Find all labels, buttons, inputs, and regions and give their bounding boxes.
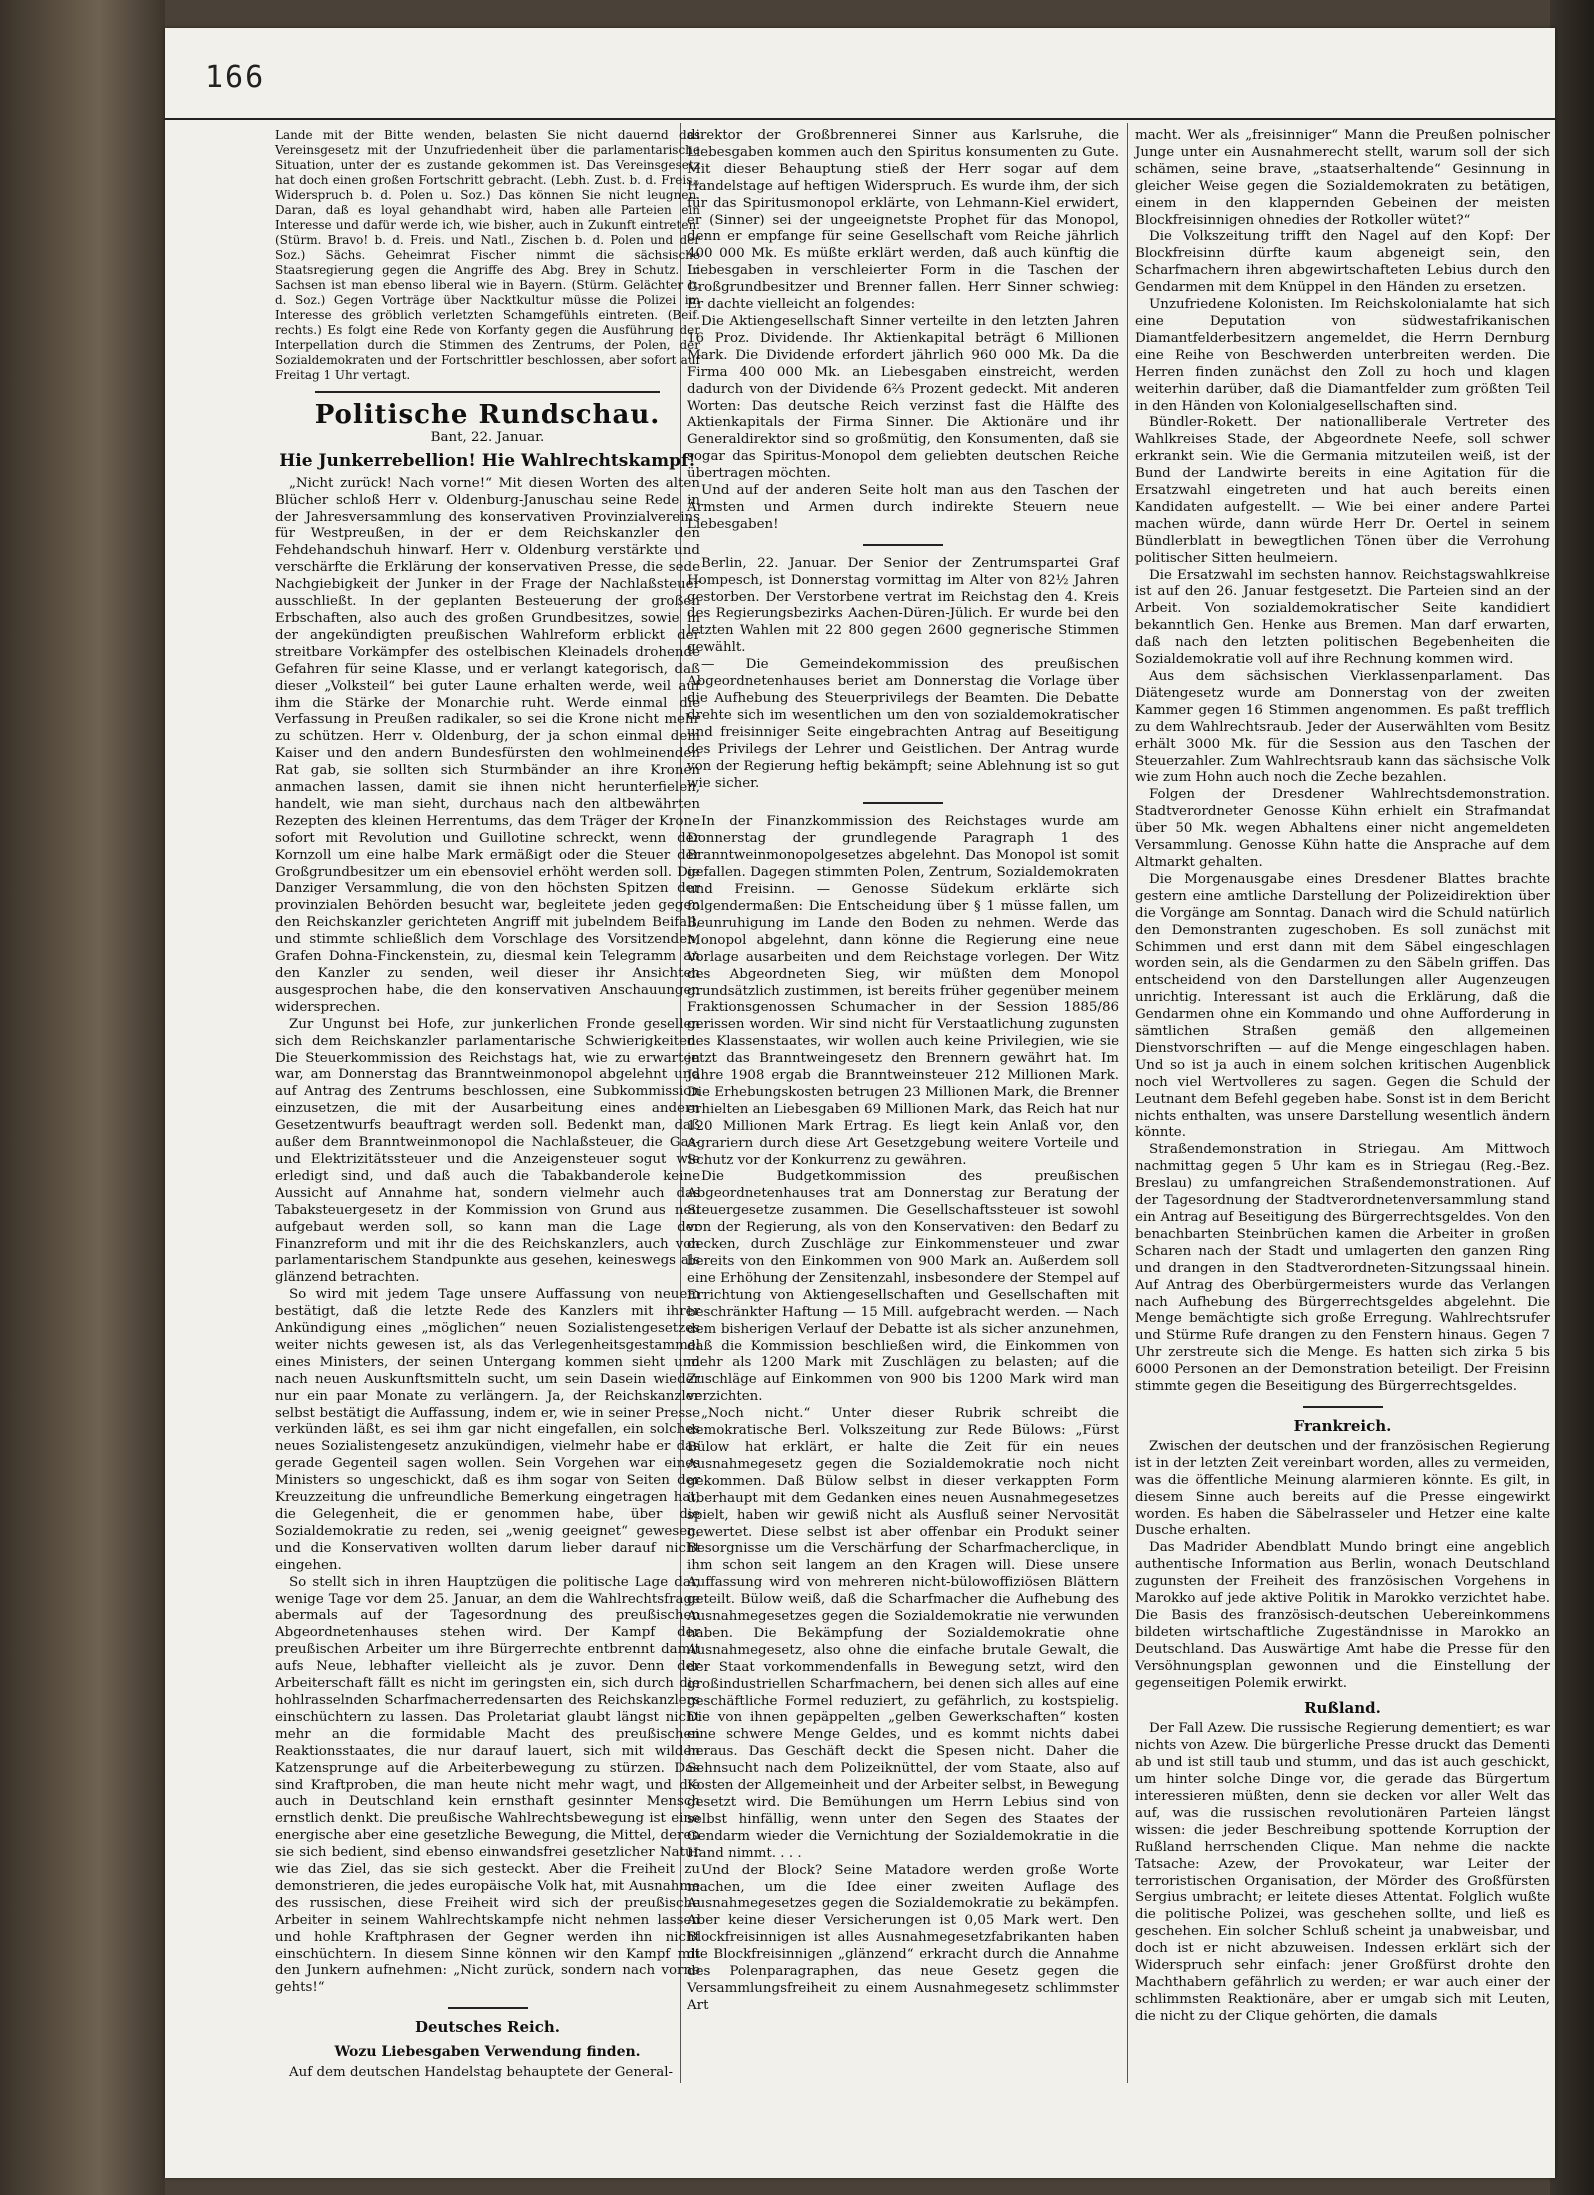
book-binding — [0, 0, 165, 2195]
column-1 — [275, 128, 700, 2082]
paragraph: Die Morgenausgabe eines Dresdener Blattes brachte gestern eine amtliche Darstellung der Polizeidirektion über die Vorgänge am Sonntag. Danach wird die Schuld natürlich den Demonstranten zugeschoben. Es soll zunächst mit Schimmen und erst dann mit dem Säbel eingeschlagen worden sein, als die Gendarmen zu den Säbeln griffen. Das entscheidend von den Darstellungen aller Augenzeugen unrichtig. Interessant ist auch die Erklärung, daß die Gendarmen ohne ein Kommando und ohne Aufforderung in sämtlichen Straßen gemäß den allgemeinen Dienstvorschriften — auf die Menge eingeschlagen haben. Und so ist ja auch in einem solchen kritischen Augenblick noch viel Wertvolleres zu sagen. Gegen die Schuld der Leutnant dem Befehl gegeben habe. Sonst ist in dem Bericht nichts enthalten, was unsere Darstellung wesentlich ändern könnte. — [1135, 871, 1550, 1141]
paragraph: Die Aktiengesellschaft Sinner verteilte in den letzten Jahren 16 Proz. Dividende. Ihr Aktienkapital beträgt 6 Millionen Mark. Die Dividende erfordert jährlich 960 000 Mk. Da die Firma 400 000 Mk. an Liebesgaben einstreicht, werden dadurch von der Dividende 6⅔ Prozent gedeckt. Mit anderen Worten: Das deutsche Reich verzinst fast die Hälfte des Aktienkapitals der Firma Sinner. Die Aktionäre und ihr Generaldirektor sind so großmütig, den Konsumenten, daß sie sogar das Spiritus-Monopol dem geliebten deutschen Reiche übertragen möchten. — [687, 313, 1119, 482]
column-2 — [687, 128, 1119, 2015]
paragraph: Unzufriedene Kolonisten. Im Reichskolonialamte hat sich eine Deputation von südwestafrikanischen Diamantfelderbesitzern angemeldet, die Herrn Dernburg eine Reihe von Beschwerden unterbreiten werden. Die Herren finden zunächst den Zoll zu hoch und klagen weiterhin darüber, daß die Diamantfelder zum größten Teil in den Händen von Kolonialgesellschaften sind. — [1135, 297, 1550, 414]
paragraph: Die Ersatzwahl im sechsten hannov. Reichstagswahlkreise ist auf den 26. Januar festgesetzt. Die Parteien sind an der Arbeit. Von sozialdemokratischer Seite kandidiert bekanntlich Gen. Henke aus Bremen. Man darf erwarten, daß nach den letzten politischen Begebenheiten die Sozialdemokratie voll auf ihre Rechnung kommen wird. — [1135, 567, 1550, 668]
paragraph: So stellt sich in ihren Hauptzügen die politische Lage dar, wenige Tage vor dem 25. Januar, an dem die Wahlrechtsfrage abermals auf der Tagesordnung des preußischen Abgeordnetenhauses stehen wird. Der Kampf der preußischen Arbeiter um ihre Bürgerrechte entbrennt damit aufs Neue, lebhafter vielleicht als je zuvor. Denn der Arbeiterschaft fällt es nicht im geringsten ein, sich durch die hohlrasselnden Scharfmacherredensarten des Reichskanzlers einschüchtern zu lassen. Das Proletariat glaubt längst nicht mehr an die formidable Macht des preußischen Reaktionsstaates, die nur darauf lauert, sich mit wilden Katzensprunge auf die Arbeiterbewegung zu stürzen. Das sind Kraftproben, die man heute nicht mehr wagt, und die auch in Deutschland kein ernsthaft gesinnter Mensch ernstlich denkt. Die preußische Wahlrechtsbewegung ist eine energische aber eine gesetzliche Bewegung, die Mittel, deren sie sich bedient, sind ebenso einwandsfrei gesetzlicher Natur wie das Ziel, das sie sich gesteckt. Aber die Freiheit zu demonstrieren, die jedes europäische Volk hat, mit Ausnahme des russischen, diese Freiheit wird sich der preußische Arbeiter in seinem Wahlrechtskampfe nicht nehmen lassen und hohle Kraftphrasen der Gegner werden ihn nicht einschüchtern. In diesem Sinne können wir den Kampf mit den Junkern aufnehmen: „Nicht zurück, sondern nach vorne gehts!“ — [275, 1574, 700, 1996]
separator — [863, 544, 943, 546]
paragraph: In der Finanzkommission des Reichstages wurde am Donnerstag der grundlegende Paragraph 1 des Branntweinmonopolgesetzes abgelehnt. Das Monopol ist somit gefallen. Dagegen stimmten Polen, Zentrum, Sozialdemokraten und Freisinn. — Genosse Südekum erklärte sich folgendermaßen: Die Entscheidung über § 1 müsse fallen, um Beunruhigung im Lande den Boden zu nehmen. Werde das Monopol abgelehnt, dann könne die Regierung eine neue Vorlage ausarbeiten und dem Reichstage vorlegen. Der Witz des Abgeordneten Sieg, wir müßten dem Monopol grundsätzlich zustimmen, ist bereits früher gegenüber meinem Fraktionsgenossen Schumacher in der Session 1885/86 gerissen worden. Wir sind nicht für Verstaatlichung zugunsten des Klassenstaates, wir wollen auch keine Privilegien, wie sie jetzt das Branntweingesetz den Brennern gewährt hat. Im Jahre 1908 ergab die Branntweinsteuer 212 Millionen Mark. Die Erhebungskosten betrugen 23 Millionen Mark, die Brenner erhielten an Liebesgaben 69 Millionen Mark, das Reich hat nur 120 Millionen Mark Ertrag. Es liegt kein Anlaß vor, den Agrariern durch diese Art Gesetzgebung weitere Vorteile und Schutz vor der Konkurrenz zu gewähren. — [687, 814, 1119, 1168]
section-heading: Rußland. — [1304, 1699, 1381, 1718]
separator — [1303, 1406, 1383, 1408]
section-heading: Deutsches Reich. — [414, 2018, 561, 2037]
paragraph: „Nicht zurück! Nach vorne!“ Mit diesen Worten des alten Blücher schloß Herr v. Oldenburg-Januschau seine Rede in der Jahresversammlung des konservativen Provinzialvereins für Westpreußen, in der er dem Reichskanzler den Fehdehandschuh hinwarf. Herr v. Oldenburg verstärkte und verschärfte die Erklärung der konservativen Presse, die sede Nachgiebigkeit der Junker in der Frage der Nachlaßsteuer ausschließt. In der geplanten Besteuerung der großen Erbschaften, also auch des großen Grundbesitzes, sowie in der angekündigten preußischen Wahlreform erblickt der streitbare Vorkämpfer des ostelbischen Kleinadels drohende Gefahren für seine Klasse, und er verlangt kategorisch, daß dieser „Volksteil“ bei guter Laune erhalten werde, weil auf ihm die Stärke der Monarchie ruht. Werde einmal die Verfassung in Preußen radikaler, so sei die Krone nicht mehr zu schützen. Herr v. Oldenburg, der ja schon einmal dem Kaiser und den andern Bundesfürsten den wohlmeinenden Rat gab, sie sollten sich Sturmbänder an ihre Kronen anmachen lassen, damit sie ihnen nicht herunterfielen, handelt, wie man sieht, durchaus nach den altbewährten Rezepten des kleinen Herrentums, das dem Träger der Krone sofort mit Revolution und Guillotine schreckt, wenn der Kornzoll um eine halbe Mark ermäßigt oder die Steuer der Großgrundbesitzer um ein ebensoviel erhöht werden soll. Die Danziger Versammlung, die von den höchsten Spitzen der provinzialen Behörden besucht war, begleitete jeden gegen den Reichskanzler gerichteten Angriff mit jubelndem Beifall, und stimmte schließlich dem Vorschlage des Vorsitzenden, Grafen Dohna-Finckenstein, zu, diesmal kein Telegramm an den Kanzler zu senden, weil dieser ihr Ansichten ausgesprochen habe, die den konservativen Anschauungen widersprechen. — [275, 475, 700, 1015]
section-heading: Frankreich. — [1293, 1416, 1392, 1435]
paragraph: Der Fall Azew. Die russische Regierung dementiert; es war nichts von Azew. Die bürgerliche Presse druckt das Dementi ab und ist still taub und stumm, und das ist auch geschickt, um hinter solche Dinge vor, die gerade das Bürgertum interessieren müßten, denn sie decken vor aller Welt das auf, was die russischen revolutionären Parteien längst wissen: die jeder Beschreibung spottende Korruption der Rußland herrschenden Clique. Man nehme die nackte Tatsache: Azew, der Provokateur, war Leiter der terroristischen Organisation, der Mörder des Großfürsten Sergius umbracht; er leitete dieses Attentat. Folglich wußte die politische Polizei, was geschehen sollte, und ließ es geschehen. Ein solcher Schluß scheint ja unabweisbar, und doch ist er nicht abzuweisen. Indessen erklärt sich der Widerspruch sehr einfach: jener Großfürst drohte den Machthabern gefährlich zu werden; er war auch einer der schlimmsten Reaktionäre, aber er umgab sich mit Leuten, die nicht zu der Clique gehörten, die damals — [1135, 1721, 1551, 2024]
separator — [863, 802, 943, 804]
intro-text: Lande mit der Bitte wenden, belasten Sie nicht dauernd das Vereinsgesetz mit der Unzufriedenheit über die parlamentarische Situation, unter der es zustande gekommen ist. Das Vereinsgesetz hat doch einen großen Fortschritt gebracht. (Lebh. Zust. b. d. Freis., Widerspruch b. d. Polen u. Soz.) Das können Sie nicht leugnen. Daran, daß es loyal gehandhabt wird, haben alle Parteien ein Interesse und dafür werde ich, wie bisher, auch in Zukunft eintreten. (Stürm. Bravo! b. d. Freis. und Natl., Zischen b. d. Polen und der Soz.) Sächs. Geheimrat Fischer nimmt die sächsische Staatsregierung gegen die Angriffe des Abg. Brey in Schutz. In Sachsen ist man ebenso liberal wie in Bayern. (Stürm. Gelächter b. d. Soz.) Gegen Vorträge über Nacktkultur müsse die Polizei im Interesse des gröblich verletzten Schamgefühls eintreten. (Beif. rechts.) Es folgt eine Rede von Korfanty gegen die Ausführung der Interpellation durch die Stimmen des Zentrums, der Polen, der Sozialdemokraten und der Fortschrittler beschlossen, aber sofort auf Freitag 1 Uhr vertagt. — [275, 128, 700, 382]
paragraph: Straßendemonstration in Striegau. Am Mittwoch nachmittag gegen 5 Uhr kam es in Striegau (Reg.-Bez. Breslau) zu umfangreichen Straßendemonstrationen. Auf der Tagesordnung der Stadtverordnetenversammlung stand ein Antrag auf Beseitigung des Bürgerrechtsgeldes. Von den benachbarten Steinbrüchen kamen die Arbeiter in großen Scharen nach der Stadt und umlagerten den ganzen Ring und drangen in den Stadtverordneten-Sitzungssaal hinein. Auf Antrag des Oberbürgermeisters wurde das Verlangen nach Aufhebung des Bürgerrechtsgeldes abgelehnt. Die Menge bemächtigte sich große Erregung. Wahlrechtsrufer und Stürme Rufe drangen zu den Fenstern hinaus. Gegen 7 Uhr zerstreute sich die Menge. Es hatten sich zirka 5 bis 6000 Personen an der Demonstration beteiligt. Der Freisinn stimmte gegen die Beseitigung des Bürgerrechtsgeldes. — [1135, 1142, 1550, 1395]
paragraph: Zur Ungunst bei Hofe, zur junkerlichen Fronde gesellen sich dem Reichskanzler parlamentarische Schwierigkeiten. Die Steuerkommission des Reichstags hat, wie zu erwarten war, am Donnerstag das Branntweinmonopol abgelehnt und auf Antrag des Zentrums beschlossen, eine Subkommission einzusetzen, die mit der Ausarbeitung eines andern Gesetzentwurfs beauftragt werden soll. Bedenkt man, daß außer dem Branntweinmonopol die Nachlaßsteuer, die Gas- und Elektrizitätssteuer und die Anzeigensteuer sogut wie erledigt sind, und daß auch die Tabakbanderole keine Aussicht auf Annahme hat, sondern vielmehr auch das Tabaksteuergesetz in der Kommission von Grund aus neu aufgebaut werden soll, so kann man die Lage der Finanzreform und mit ihr die des Reichskanzlers, auch von parlamentarischem Standpunkte aus gesehen, keineswegs als glänzend betrachten. — [275, 1016, 700, 1286]
separator — [448, 2007, 528, 2009]
paragraph: So wird mit jedem Tage unsere Auffassung von neuem bestätigt, daß die letzte Rede des Kanzlers mit ihrer Ankündigung eines „möglichen“ neuen Sozialistengesetzes weiter nichts gewesen ist, als das Verlegenheitsgestammel eines Ministers, der seinen Untergang kommen sieht und nach neuen Auskunftsmitteln sucht, um sein Dasein wieder nur ein paar Monate zu verlängern. Ja, der Reichskanzler selbst bestätigt die Auffassung, indem er, wie in seiner Presse verkünden läßt, es sei ihm gar nicht eingefallen, ein solches neues Sozialistengesetz anzukündigen, vielmehr habe er das gerade Gegenteil sagen wollen. Sein Vorgehen war eines Ministers so ungeschickt, daß es ihm sogar von Seiten der Kreuzzeitung die unfreundliche Bemerkung eingetragen hat, die Gelegenheit, die er genommen habe, über die Sozialdemokratie zu reden, sei „wenig geeignet“ gewesen, und die Konservativen wollten darum lieber darauf nicht eingehen. — [275, 1287, 700, 1573]
paragraph: Die Budgetkommission des preußischen Abgeordnetenhauses trat am Donnerstag zur Beratung der Steuergesetze zusammen. Die Gesellschaftssteuer ist sowohl von der Regierung, als von den Konservativen: den Bedarf zu decken, durch Zuschläge zur Einkommensteuer und zwar bereits von den Einkommen von 900 Mark an. Außerdem soll eine Erhöhung der Zensitenzahl, insbesondere der Stempel auf Errichtung von Aktiengesellschaften und Gesellschaften mit beschränkter Haftung — 15 Mill. aufgebracht werden. — Nach dem bisherigen Verlauf der Debatte ist als sicher anzunehmen, daß die Kommission beschließen wird, die Einkommen von mehr als 1200 Mark mit Zuschlägen zu belasten; auf die Zuschläge auf Einkommen von 900 bis 1200 Mark wird man verzichten. — [687, 1169, 1119, 1405]
separator — [315, 391, 660, 393]
paragraph: Die Volkszeitung trifft den Nagel auf den Kopf: Der Blockfreisinn dürfte kaum abgeneigt sein, den Scharfmachern ihren abgewirtschafteten Lebius durch den Gendarmen mit dem Knüppel in den Händen zu ersetzen. — [1135, 229, 1550, 296]
paragraph: — Die Gemeindekommission des preußischen Abgeordnetenhauses beriet am Donnerstag die Vorlage über die Aufhebung des Steuerprivilegs der Beamten. Die Debatte drehte sich im wesentlichen um den von sozialdemokratischer und freisinniger Seite eingebrachten Antrag auf Beseitigung des Privilegs der Lehrer und Geistlichen. Der Antrag wurde von der Regierung heftig bekämpft; seine Ablehnung ist so gut wie sicher. — [687, 657, 1119, 791]
paragraph: „Noch nicht.“ Unter dieser Rubrik schreibt die demokratische Berl. Volkszeitung zur Rede Bülows: „Fürst Bülow hat erklärt, er halte die Zeit für ein neues Ausnahmegesetz gegen die Sozialdemokratie noch nicht gekommen. Daß Bülow selbst in dieser verkappten Form überhaupt mit dem Gedanken eines neuen Ausnahmegesetzes spielt, haben wir gewiß nicht als Ausfluß seiner Nervosität gewertet. Diese selbst ist aber offenbar ein Produkt seiner Besorgnisse um die Verschärfung der Scharfmacherclique, in ihm schon seit langem an den Kragen will. Diese unsere Auffassung wird von mehreren nicht-bülowoffiziösen Blättern geteilt. Bülow weiß, daß die Scharfmacher die Aufhebung des Ausnahmegesetzes gegen die Sozialdemokratie nie verwunden haben. Die Bekämpfung der Sozialdemokratie ohne Ausnahmegesetz, also ohne die einfache brutale Gewalt, die der Staat vorkommendenfalls in Bewegung setzt, wird den großindustriellen Scharfmachern, bei denen sich alles auf eine geschäftliche Formel reduziert, zu gefährlich, zu kostspielig. Die von ihnen gepäppelten „gelben Gewerkschaften“ kosten eine schwere Menge Geldes, und es kommt nichts dabei heraus. Das Geschäft deckt die Spesen nicht. Daher die Sehnsucht nach dem Polizeiknüttel, der vom Staate, also auf Kosten der Allgemeinheit und der Arbeiter selbst, in Bewegung gesetzt wird. Die Bemühungen um Herrn Lebius sind von selbst hinfällig, wenn unter den Segen des Staates der Gendarm wieder die Vernichtung der Sozialdemokratie in die Hand nimmt. . . . — [687, 1406, 1119, 1861]
paragraph: Und der Block? Seine Matadore werden große Worte machen, um die Idee einer zweiten Auflage des Ausnahmegesetzes gegen die Sozialdemokratie zu bekämpfen. Aber keine dieser Versicherungen ist 0,05 Mark wert. Den Blockfreisinnigen ist alles Ausnahmegesetzfabrikanten haben die Blockfreisinnigen „glänzend“ erkracht durch die Annahme des Polenparagraphen, das neue Gesetz gegen die Versammlungsfreiheit zu einem Ausnahmegesetz schlimmster Art — [687, 1862, 1119, 2013]
paragraph: Zwischen der deutschen und der französischen Regierung ist in der letzten Zeit vereinbart worden, alles zu vermeiden, was die öffentliche Meinung alarmieren könnte. Es gilt, in diesem Sinne auch bereits auf die Presse eingewirkt worden. Es haben die Säbelrasseler und Hetzer eine kalte Dusche erhalten. — [1135, 1438, 1550, 1539]
dateline: Bant, 22. Januar. — [430, 429, 545, 445]
article-title: Hie Junkerrebellion! Hie Wahlrechtskampf! — [279, 450, 696, 471]
section-title: Politische Rundschau. — [314, 400, 661, 430]
page-number: 166 — [205, 60, 266, 95]
paragraph: macht. Wer als „freisinniger“ Mann die Preußen polnischer Junge unter ein Ausnahmerecht stellt, warum soll der sich schämen, seine brave, „staatserhaltende“ Gesinnung in gleicher Weise gegen die Sozialdemokraten zu betätigen, einem in den klappernden Gebeinen der meisten Blockfreisinnigen ohnedies der Rotkoller wütet?“ — [1135, 128, 1550, 228]
paragraph: Aus dem sächsischen Vierklassenparlament. Das Diätengesetz wurde am Donnerstag von der zweiten Kammer gegen 16 Stimmen angenommen. Es paßt trefflich zu dem Wahlrechtsraub. Jeder der Auserwählten vom Besitz erhält 3000 Mk. für die Session aus den Taschen der Steuerzahler. Zum Wahlrechtsraub kann das sächsische Volk wie zum Hohn auch noch die Zeche bezahlen. — [1135, 669, 1550, 786]
top-rule — [165, 118, 1555, 120]
column-3 — [1135, 128, 1550, 2026]
paragraph: Das Madrider Abendblatt Mundo bringt eine angeblich authentische Information aus Berlin, wonach Deutschland zugunsten der Freiheit des französischen Vorgehens in Marokko auf jede aktive Politik in Marokko verzichtet habe. Die Basis des französisch-deutschen Uebereinkommens bildeten wirtschaftliche Zugeständnisse in Marokko an Deutschland. Das Auswärtige Amt habe die Presse für den Versöhnungsplan gewonnen und die Einstellung der gegenseitigen Polemik erwirkt. — [1135, 1540, 1550, 1691]
paragraph: Folgen der Dresdener Wahlrechtsdemonstration. Stadtverordneter Genosse Kühn erhielt ein Strafmandat über 50 Mk. wegen Abhaltens einer nicht angemeldeten Versammlung. Genosse Kühn hatte die Ansprache auf dem Altmarkt gehalten. — [1135, 787, 1550, 870]
column-divider — [1127, 123, 1128, 2083]
article-title: Wozu Liebesgaben Verwendung finden. — [334, 2044, 641, 2061]
paragraph: Auf dem deutschen Handelstag behauptete der General- — [289, 2065, 674, 2081]
page-edge — [1550, 0, 1594, 2195]
paragraph: Bündler-Rokett. Der nationalliberale Vertreter des Wahlkreises Stade, der Abgeordnete Neefe, soll schwer erkrankt sein. Wie die Germania mitzuteilen weiß, ist der Bund der Landwirte bereits in eine Agitation für die Ersatzwahl eingetreten und hat auch bereits einen Kandidaten aufgestellt. — Wie bei einer andere Partei machen würde, dann würde Herr Dr. Oertel in seinem Bündlerblatt in bewegtlichen Tönen über die Verrohung politischer Sitten heulmeiern. — [1135, 415, 1550, 566]
paragraph: direktor der Großbrennerei Sinner aus Karlsruhe, die Liebesgaben kommen auch den Spiritus konsumenten zu Gute. Mit dieser Behauptung stieß der Herr sogar auf dem Handelstage auf heftigen Widerspruch. Es wurde ihm, der sich für das Spiritusmonopol erklärte, von Lehmann-Kiel erwidert, er (Sinner) sei der ungeeignetste Prophet für das Monopol, denn er empfange für seine Gesellschaft vom Reiche jährlich 400 000 Mk. Es müßte erklärt werden, daß auch künftig die Liebesgaben in verschleierter Form in die Taschen der Großgrundbesitzer und Brenner fallen. Herr Sinner schwieg: Er dachte vielleicht an folgendes: — [687, 128, 1119, 313]
paragraph: Berlin, 22. Januar. Der Senior der Zentrumspartei Graf Hompesch, ist Donnerstag vormittag im Alter von 82½ Jahren gestorben. Der Verstorbene vertrat im Reichstag den 4. Kreis des Regierungsbezirks Aachen-Düren-Jülich. Er wurde bei den letzten Wahlen mit 22 800 gegen 2600 gegnerische Stimmen gewählt. — [687, 555, 1119, 656]
paragraph: Und auf der anderen Seite holt man aus den Taschen der Ärmsten und Armen durch indirekte Steuern neue Liebesgaben! — [687, 483, 1119, 532]
newspaper-page — [165, 28, 1555, 2178]
